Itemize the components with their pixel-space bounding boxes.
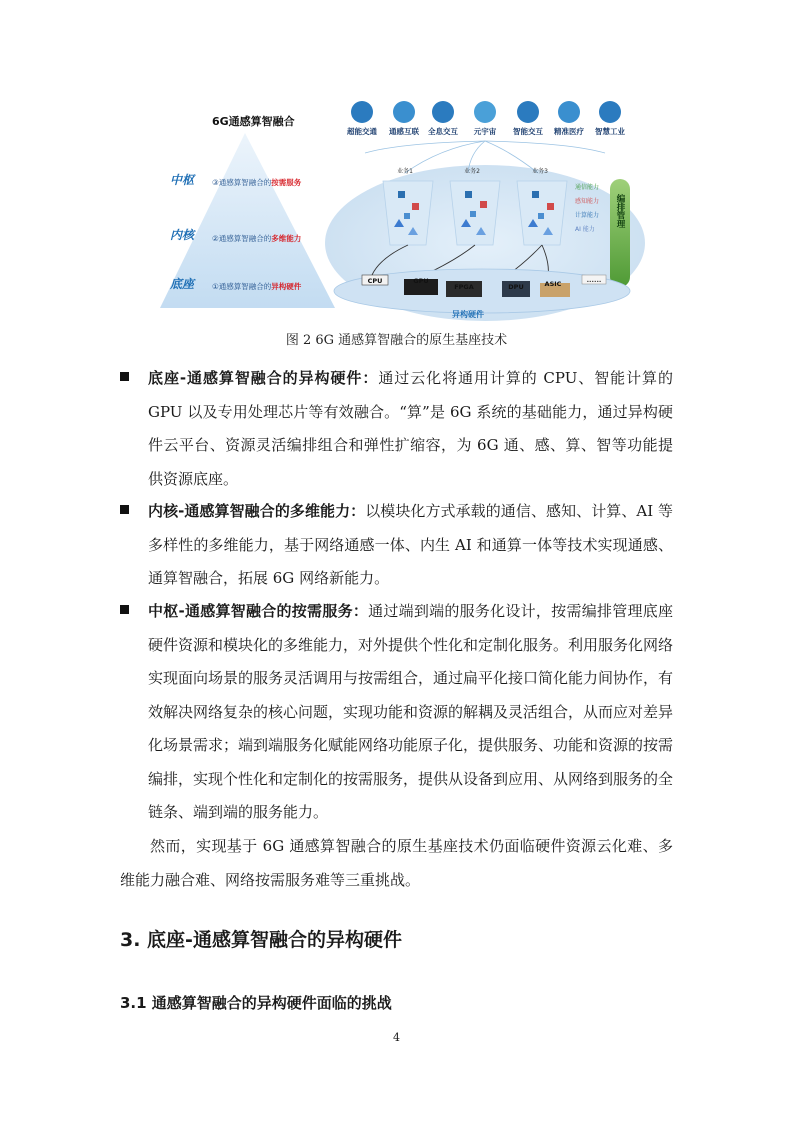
capability-label: 感知能力 <box>575 198 600 205</box>
scenario-label: 超能交通 <box>347 127 377 136</box>
figure-caption: 图 2 6G 通感算智融合的原生基座技术 <box>285 333 508 348</box>
bullet-text: 通过云化将通用计算的 CPU、智能计算的 GPU 以及专用处理芯片等有效融合。“算”是 6G 系统的基础能力，通过异构硬件云平台、资源灵活编排组合和弹性扩缩容，为 6G 通、感、算、智等功能提供资源底座。 <box>148 369 673 488</box>
scenario-label: 全息交互 <box>428 127 458 136</box>
bullet-square-icon <box>120 372 129 381</box>
service-stack-1 <box>383 181 433 245</box>
hardware-label: ASIC <box>544 280 562 288</box>
figure-main-title: 6G通感算智融合 <box>212 115 295 128</box>
level-hub-desc: ③通感算智融合的按需服务 <box>212 178 302 187</box>
bullet-item <box>120 495 673 596</box>
level-core-name: 内核 <box>170 228 195 242</box>
scenario-icon <box>474 101 496 123</box>
service-stack-2 <box>450 181 500 245</box>
capability-label: 计算能力 <box>575 212 600 219</box>
scenario-icon <box>351 101 373 123</box>
service-label: 业务3 <box>532 168 548 175</box>
level-hub-name: 中枢 <box>170 173 195 187</box>
scenario-icon <box>558 101 580 123</box>
level-base-desc: ①通感算智融合的异构硬件 <box>212 282 302 291</box>
capability-label: AI 能力 <box>575 226 595 233</box>
bullet-square-icon <box>120 505 129 514</box>
scenario-icon <box>393 101 415 123</box>
body-paragraph: 然而，实现基于 6G 通感算智融合的原生基座技术仍面临硬件资源云化难、多维能力融合难、网络按需服务难等三重挑战。 <box>120 837 673 889</box>
hardware-title: 异构硬件 <box>452 310 484 319</box>
service-label: 业务2 <box>464 168 480 175</box>
scenario-label: 智能交互 <box>513 127 543 136</box>
architecture-figure <box>150 93 650 325</box>
hardware-label: ...... <box>586 276 602 284</box>
bullet-lead: 内核-通感算智融合的多维能力： <box>148 502 366 520</box>
scenario-icons <box>351 101 621 123</box>
orchestration-label: 编排管理 <box>615 194 625 228</box>
bullet-item <box>120 595 673 830</box>
scenario-label: 元宇宙 <box>473 127 497 136</box>
capability-label: 通信能力 <box>575 184 600 191</box>
scenario-icon <box>517 101 539 123</box>
bullet-text: 通过端到端的服务化设计，按需编排管理底座硬件资源和模块化的多维能力，对外提供个性化和定制化服务。利用服务化网络实现面向场景的服务灵活调用与按需组合，通过扁平化接口简化能力间协作，有效解决网络复杂的核心问题，实现功能和资源的解耦及灵活组合，从而应对差异化场景需求；端到端服务化赋能网络功能原子化，提供服务、功能和资源的按需编排，实现个性化和定制化的按需服务，提供从设备到应用、从网络到服务的全链条、端到端的服务能力。 <box>148 602 674 821</box>
service-label: 业务1 <box>397 168 413 175</box>
level-base-name: 底座 <box>170 277 195 291</box>
scenario-icon <box>432 101 454 123</box>
scenario-label: 智慧工业 <box>595 127 625 136</box>
scenario-icon <box>599 101 621 123</box>
scenario-label: 精准医疗 <box>554 127 584 136</box>
bullet-lead: 中枢-通感算智融合的按需服务： <box>148 602 369 620</box>
hardware-label: GPU <box>413 277 429 285</box>
hardware-label: FPGA <box>454 283 474 291</box>
scenario-label: 通感互联 <box>389 127 419 136</box>
section-heading: 3. 底座-通感算智融合的异构硬件 <box>120 929 402 951</box>
bullet-item <box>120 362 673 496</box>
page-number: 4 <box>393 1031 400 1044</box>
bullet-text: 以模块化方式承载的通信、感知、计算、AI 等多样性的多维能力，基于网络通感一体、内生 AI 和通算一体等技术实现通感、通算智融合，拓展 6G 网络新能力。 <box>148 502 673 587</box>
bullet-lead: 底座-通感算智融合的异构硬件： <box>148 369 379 387</box>
hardware-label: CPU <box>367 277 383 285</box>
level-core-desc: ②通感算智融合的多维能力 <box>212 234 302 243</box>
service-stack-3 <box>517 181 567 245</box>
bullet-square-icon <box>120 605 129 614</box>
subsection-heading: 3.1 通感算智融合的异构硬件面临的挑战 <box>120 994 392 1012</box>
hardware-label: DPU <box>508 283 524 291</box>
